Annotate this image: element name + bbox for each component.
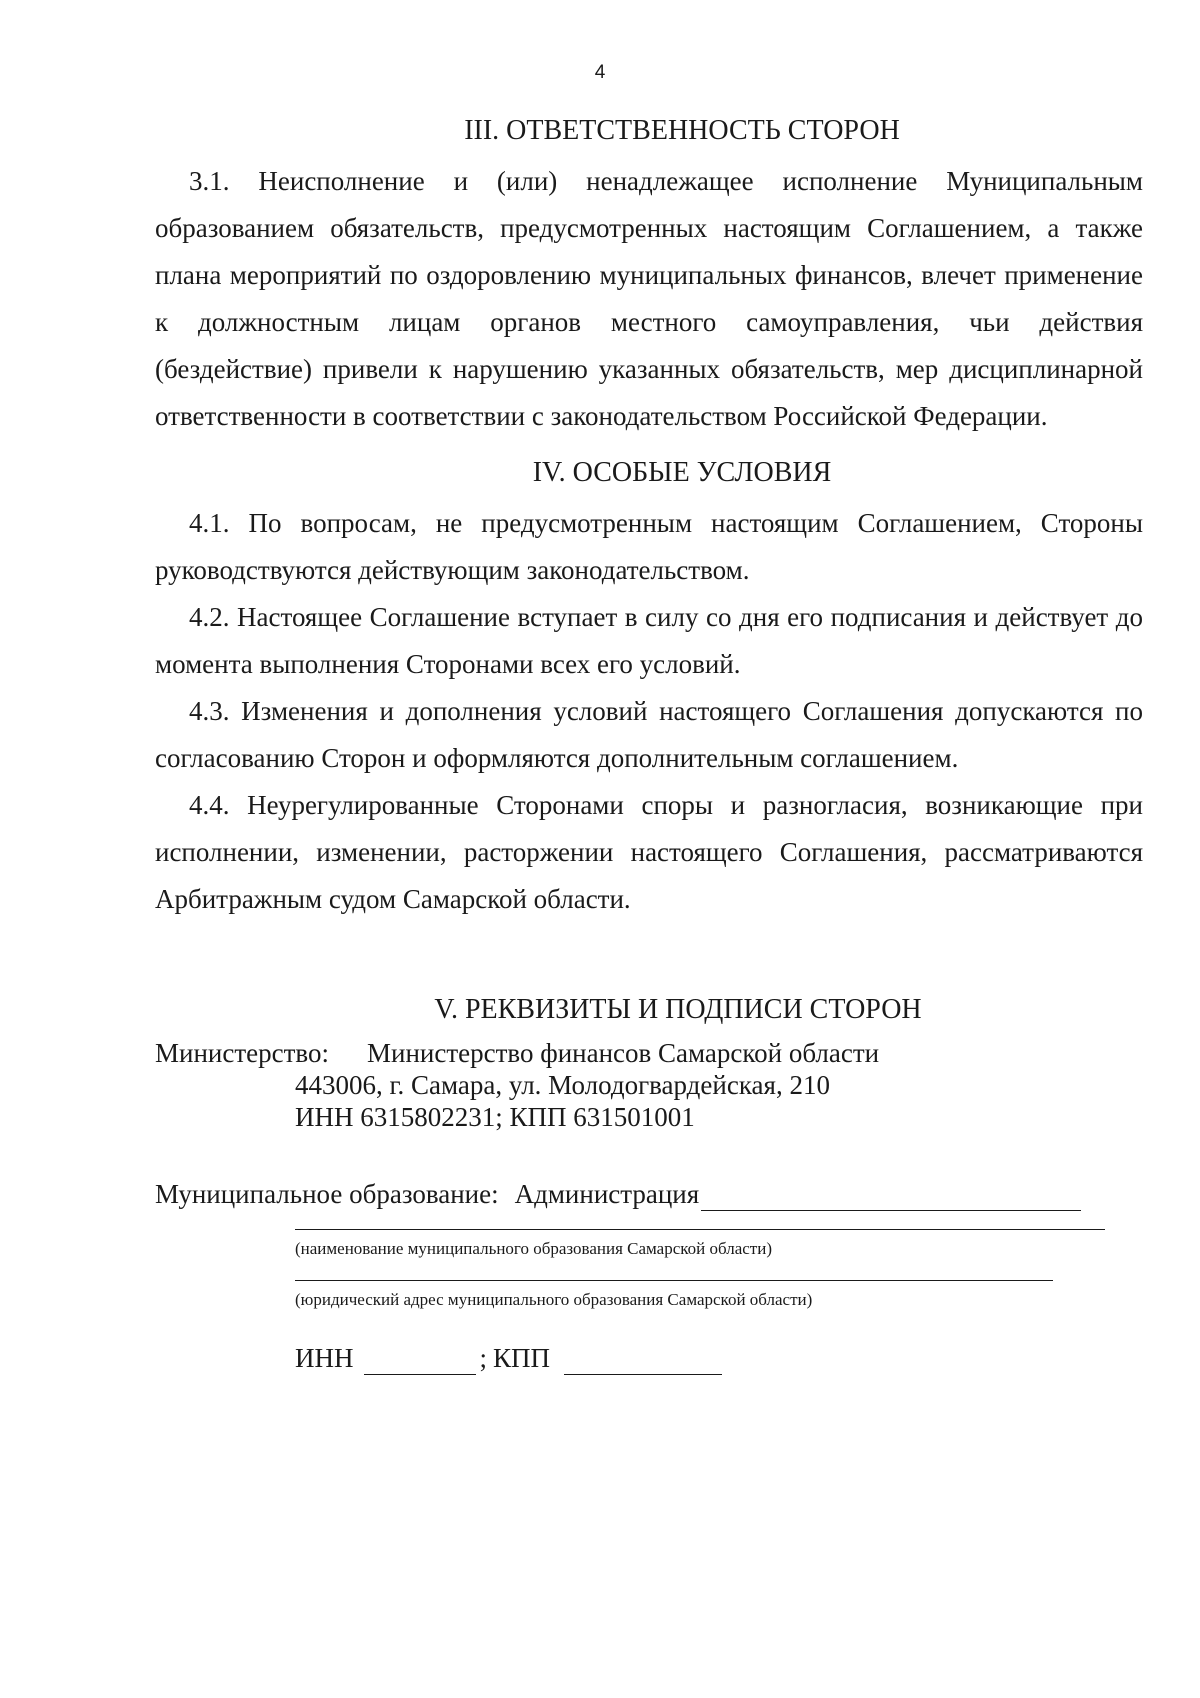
section-3-heading: III. ОТВЕТСТВЕННОСТЬ СТОРОН xyxy=(464,115,900,146)
clause-4-3: 4.3. Изменения и дополнения условий настоящего Соглашения допускаются по согласованию Сторон и оформляются дополнительным соглашением. xyxy=(155,696,1143,773)
document-body xyxy=(155,110,1143,1375)
municipality-name-blank[interactable] xyxy=(701,1182,1081,1211)
name-caption: (наименование муниципального образования Самарской области) xyxy=(295,1239,772,1258)
address-line[interactable] xyxy=(295,1280,1053,1281)
section-5-heading: V. РЕКВИЗИТЫ И ПОДПИСИ СТОРОН xyxy=(434,994,922,1025)
kpp-label: КПП xyxy=(493,1343,551,1373)
municipality-label: Муниципальное образование: xyxy=(155,1179,499,1209)
name-line[interactable] xyxy=(295,1229,1105,1230)
ministry-label: Министерство: xyxy=(155,1038,329,1068)
page-number: 4 xyxy=(594,62,606,83)
address-caption: (юридический адрес муниципального образования Самарской области) xyxy=(295,1290,813,1309)
inn-blank[interactable] xyxy=(364,1348,476,1375)
ministry-name: Министерство финансов Самарской области xyxy=(367,1038,880,1068)
municipality-row xyxy=(155,1177,1143,1211)
section-4-heading: IV. ОСОБЫЕ УСЛОВИЯ xyxy=(532,457,832,488)
kpp-blank[interactable] xyxy=(564,1348,722,1375)
ministry-address: 443006, г. Самара, ул. Молодогвардейская, 210 xyxy=(295,1070,830,1100)
municipality-value: Администрация xyxy=(514,1179,700,1209)
municipality-details xyxy=(295,1229,1105,1311)
clause-3-1: 3.1. Неисполнение и (или) ненадлежащее исполнение Муниципальным образованием обязательств, предусмотренных настоящим Соглашением, а также плана мероприятий по оздоровлению муниципальных финансов, влечет применение к должностным лицам органов местного самоуправления, чьи действия (бездействие) привели к нарушению указанных обязательств, мер дисциплинарной ответственности в соответствии с законодательством Российской Федерации. xyxy=(155,166,1143,431)
clause-4-1: 4.1. По вопросам, не предусмотренным настоящим Соглашением, Стороны руководствуются действующим законодательством. xyxy=(155,508,1143,585)
inn-kpp-separator: ; xyxy=(479,1343,488,1373)
clause-4-4: 4.4. Неурегулированные Сторонами споры и разногласия, возникающие при исполнении, изменении, расторжении настоящего Соглашения, рассматриваются Арбитражным судом Самарской области. xyxy=(155,790,1143,914)
inn-kpp-row xyxy=(295,1341,1143,1375)
ministry-codes: ИНН 6315802231; КПП 631501001 xyxy=(295,1102,695,1132)
clause-4-2: 4.2. Настоящее Соглашение вступает в силу со дня его подписания и действует до момента выполнения Сторонами всех его условий. xyxy=(155,602,1143,679)
inn-label: ИНН xyxy=(295,1343,354,1373)
ministry-requisites xyxy=(155,1037,1143,1133)
